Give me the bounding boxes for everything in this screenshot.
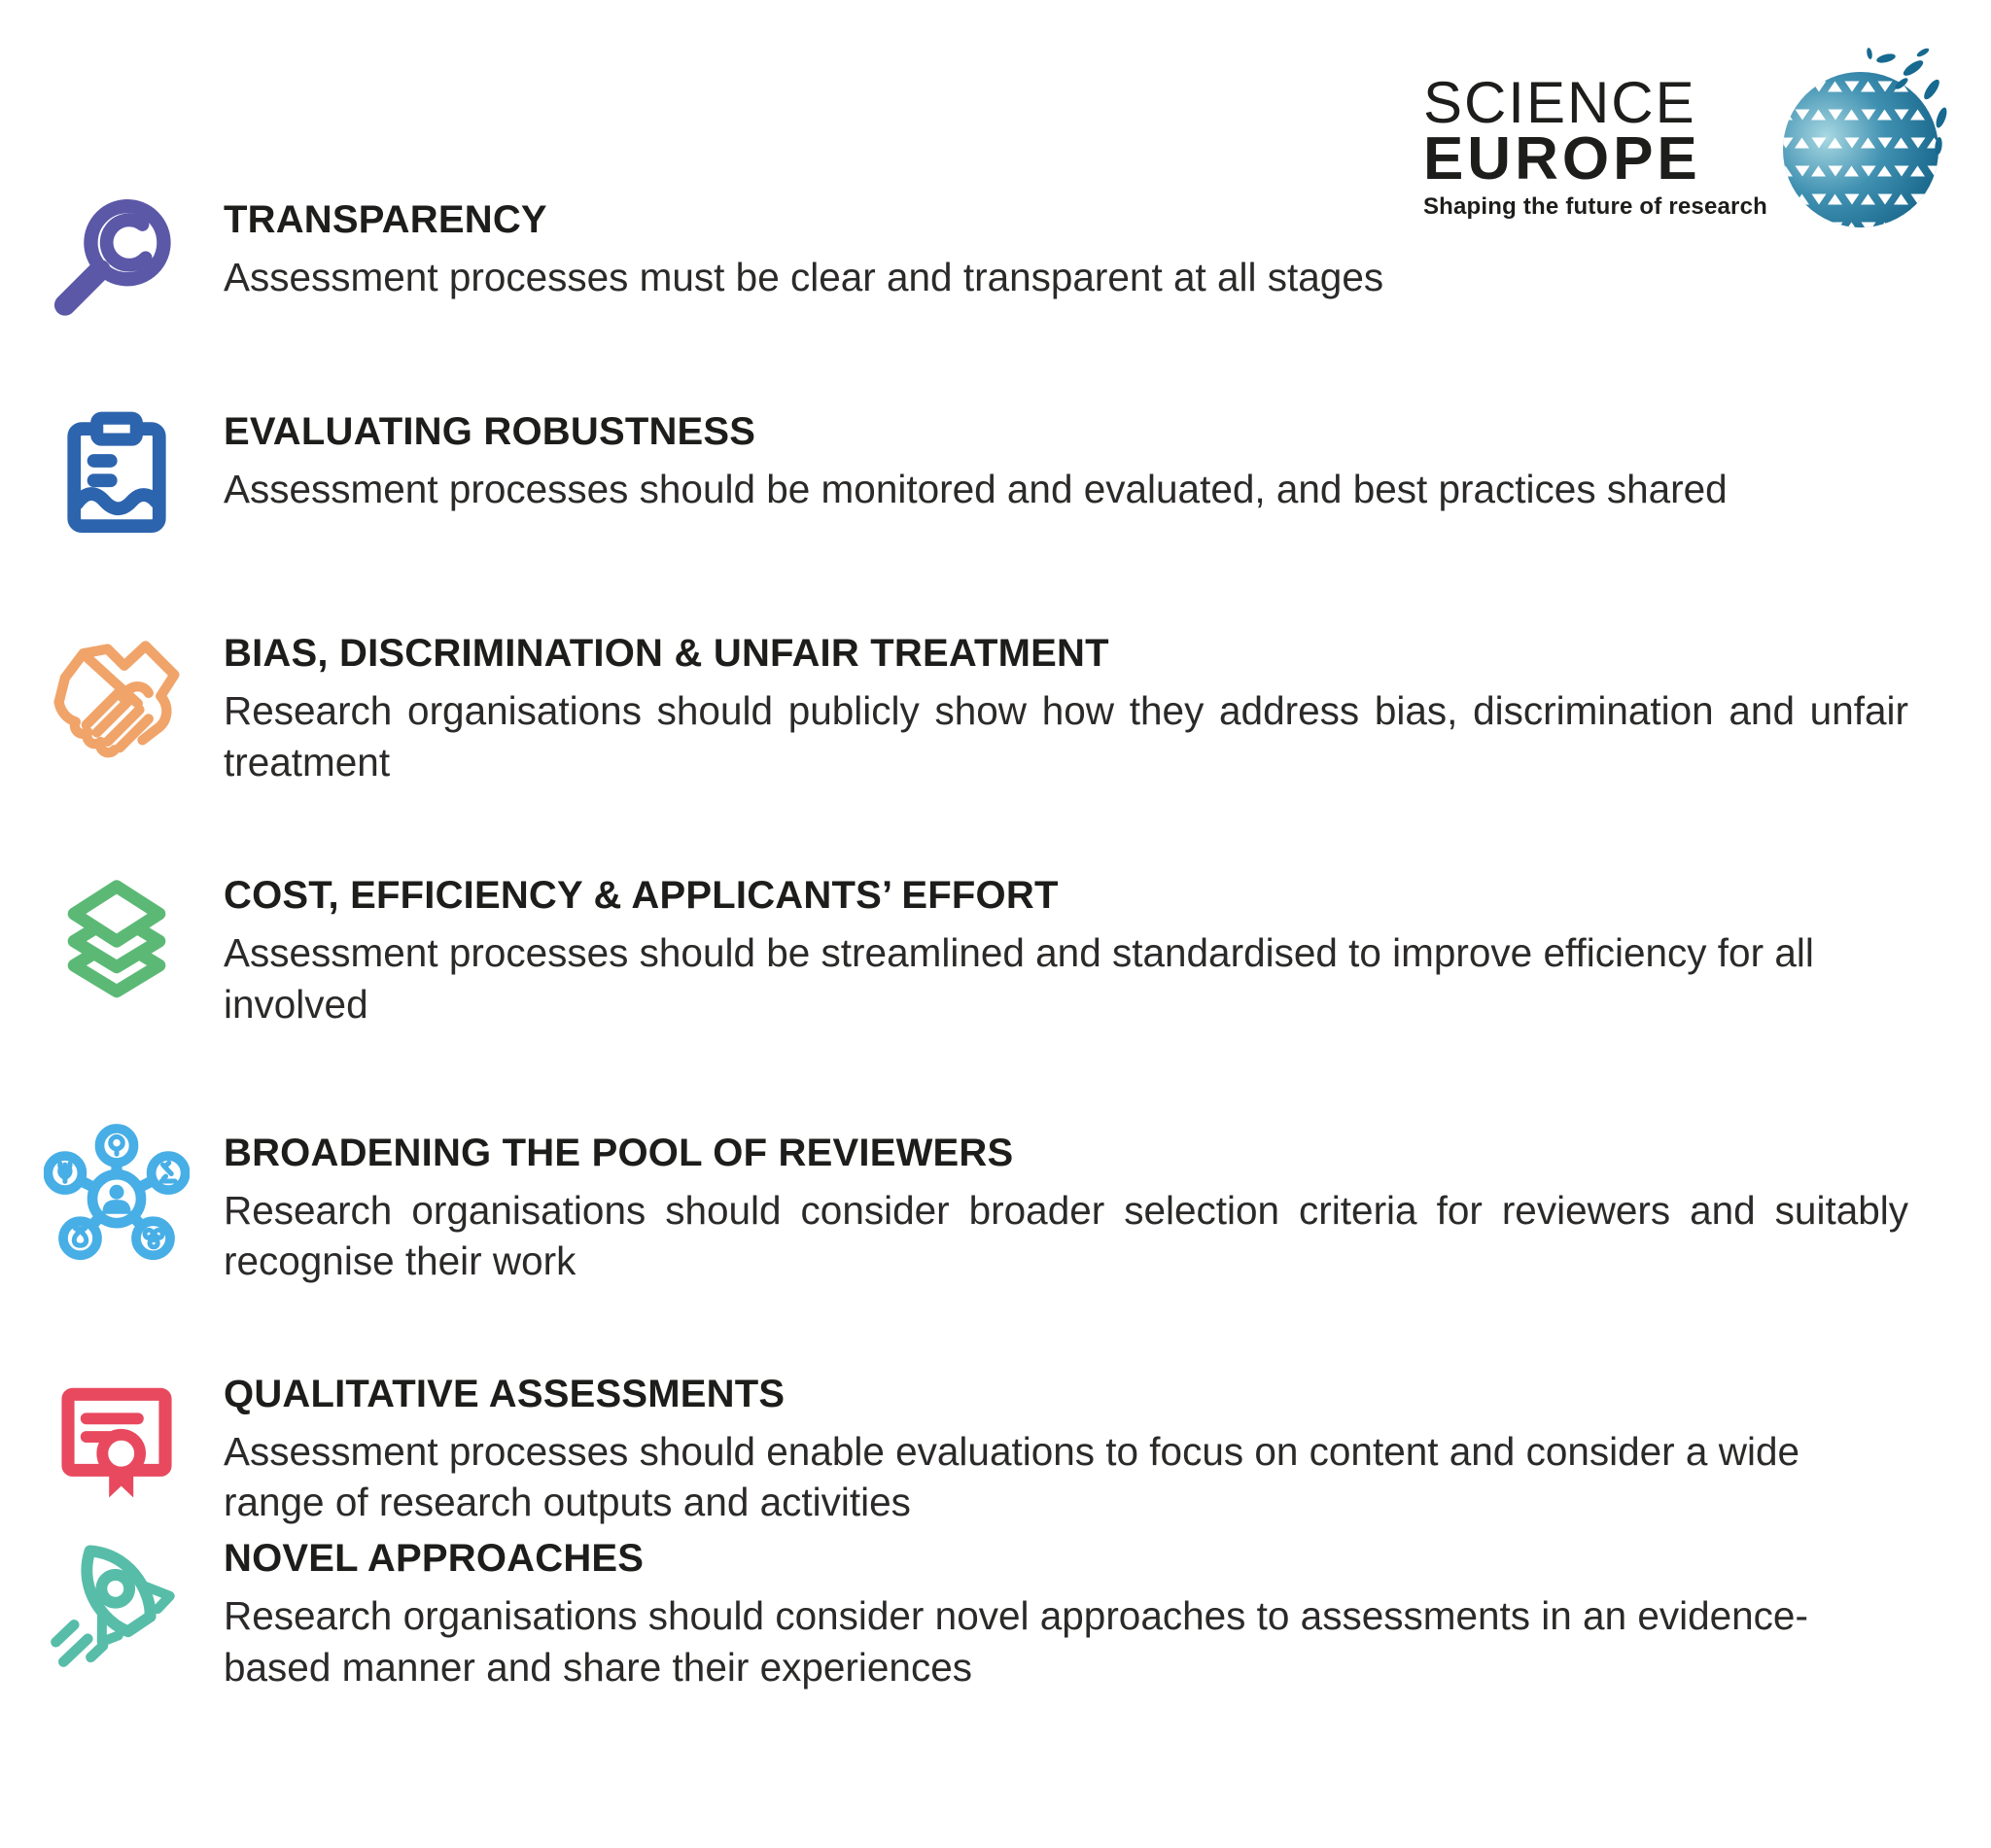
principle-description: Research organisations should consider broader selection criteria for reviewers and suitably recognise their work [224,1187,1908,1284]
principle-description: Research organisations should publicly show how they address bias, discrimination and unfair treatment [224,688,1908,785]
principle-text [224,1528,1908,1692]
principle-cost-efficiency [44,865,1908,1029]
principle-evaluating-robustness [44,401,1908,547]
principle-qualitative-assessments [44,1364,1908,1528]
magnifier-icon [44,190,190,335]
principle-description: Research organisations should consider novel approaches to assessments in an evidence-based manner and share their experiences [224,1593,1808,1690]
principle-title: COST, EFFICIENCY & APPLICANTS’ EFFORT [224,874,1059,918]
logo-line-europe: EUROPE [1422,125,1701,193]
principle-title: QUALITATIVE ASSESSMENTS [224,1372,786,1415]
principle-title: NOVEL APPROACHES [224,1537,645,1581]
principle-text [224,865,1908,1029]
rocket-icon [44,1528,190,1674]
principle-text [224,623,1908,787]
globe-icon [1777,45,1952,234]
principle-description: Assessment processes must be clear and transparent at all stages [224,255,1384,299]
logo-wordmark [1422,70,1767,221]
principle-title: TRANSPARENCY [224,198,547,241]
science-europe-logo [1423,45,1952,234]
reviewers-network-icon [44,1123,190,1269]
principle-text [224,1364,1908,1528]
principle-novel-approaches [44,1528,1908,1692]
principle-description: Assessment processes should be streamlined and standardised to improve efficiency for all involved [224,930,1814,1027]
handshake-icon [44,623,190,769]
principle-bias-discrimination [44,623,1908,787]
logo-line-science: SCIENCE [1422,70,1696,135]
logo-tagline: Shaping the future of research [1422,193,1767,221]
principle-broadening-reviewers [44,1123,1908,1287]
certificate-icon [44,1364,190,1510]
principle-title: BROADENING THE POOL OF REVIEWERS [224,1131,1014,1174]
principle-description: Assessment processes should enable evaluations to focus on content and consider a wide range of research outputs and activities [224,1428,1799,1525]
clipboard-icon [44,401,190,547]
principle-text [224,1123,1908,1287]
principle-title: BIAS, DISCRIMINATION & UNFAIR TREATMENT [224,632,1109,675]
layers-icon [44,865,190,1011]
principle-text [224,401,1908,515]
principle-description: Assessment processes should be monitored and evaluated, and best practices shared [224,467,1728,511]
principle-title: EVALUATING ROBUSTNESS [224,410,756,453]
